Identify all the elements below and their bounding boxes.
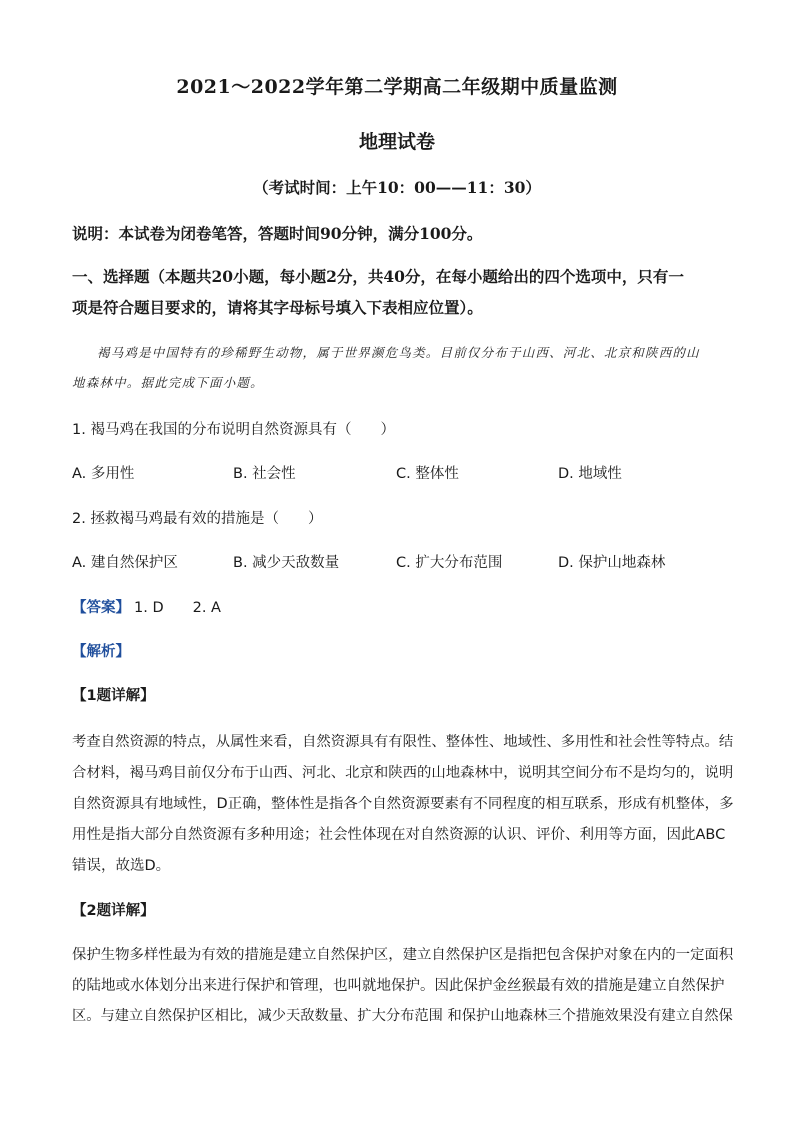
exam-subtitle: 地理试卷 [358, 131, 435, 153]
question-1-stem: 1. 褐马鸡在我国的分布说明自然资源具有（ ） [72, 422, 395, 438]
section-heading-line1: 一、选择题（本题共20小题，每小题2分，共40分，在每小题给出的四个选项中，只有一 [72, 267, 684, 286]
material-line1: 褐马鸡是中国特有的珍稀野生动物，属于世界濒危鸟类。目前仅分布于山西、河北、北京和陕西的山 [97, 345, 700, 360]
detail-1-label: 【1题详解】 [72, 688, 155, 704]
detail-1-line-5: 错误，故选D。 [72, 858, 171, 874]
question-2-stem: 2. 拯救褐马鸡最有效的措施是（ ） [72, 511, 323, 527]
answer-label: 【答案】 [72, 600, 130, 616]
section-heading-line2: 项是符合题目要求的，请将其字母标号填入下表相应位置）。 [72, 298, 483, 317]
question-1-option-b: B. 社会性 [233, 466, 296, 482]
answer-line [72, 596, 221, 617]
detail-2-line-3: 区。与建立自然保护区相比，减少天敌数量、扩大分布范围 和保护山地森林三个措施效果没有建立自然保 [72, 1008, 733, 1024]
material-line2: 地森林中。据此完成下面小题。 [72, 375, 264, 390]
question-1-option-d: D. 地域性 [558, 466, 622, 482]
exam-title: 2021～2022学年第二学期高二年级期中质量监测 [176, 76, 618, 98]
question-1-option-a: A. 多用性 [72, 466, 135, 482]
detail-2-label: 【2题详解】 [72, 903, 155, 919]
question-1-option-c: C. 整体性 [396, 466, 459, 482]
detail-2-line-2: 的陆地或水体划分出来进行保护和管理，也叫就地保护。因此保护金丝猴最有效的措施是建立自然保护 [72, 978, 725, 994]
question-2-option-a: A. 建自然保护区 [72, 555, 178, 571]
detail-2-line-1: 保护生物多样性最为有效的措施是建立自然保护区，建立自然保护区是指把包含保护对象在内的一定面积 [72, 947, 734, 963]
detail-1-line-4: 用性是指大部分自然资源有多种用途；社会性体现在对自然资源的认识、评价、利用等方面，因此ABC [72, 827, 726, 843]
answer-value: 1. D 2. A [134, 600, 221, 616]
question-2-option-d: D. 保护山地森林 [558, 555, 666, 571]
analysis-label: 【解析】 [72, 644, 130, 660]
exam-time: （考试时间：上午10：00——11：30） [253, 178, 541, 197]
detail-1-line-2: 合材料，褐马鸡目前仅分布于山西、河北、北京和陕西的山地森林中，说明其空间分布不是均匀的，说明 [72, 765, 734, 781]
question-2-option-c: C. 扩大分布范围 [396, 555, 503, 571]
detail-1-line-1: 考查自然资源的特点，从属性来看，自然资源具有有限性、整体性、地域性、多用性和社会性等特点。结 [72, 734, 734, 750]
detail-1-line-3: 自然资源具有地域性，D正确，整体性是指各个自然资源要素有不同程度的相互联系，形成有机整体，多 [72, 796, 734, 812]
question-2-option-b: B. 减少天敌数量 [233, 555, 340, 571]
instructions: 说明：本试卷为闭卷笔答，答题时间90分钟，满分100分。 [72, 224, 483, 243]
